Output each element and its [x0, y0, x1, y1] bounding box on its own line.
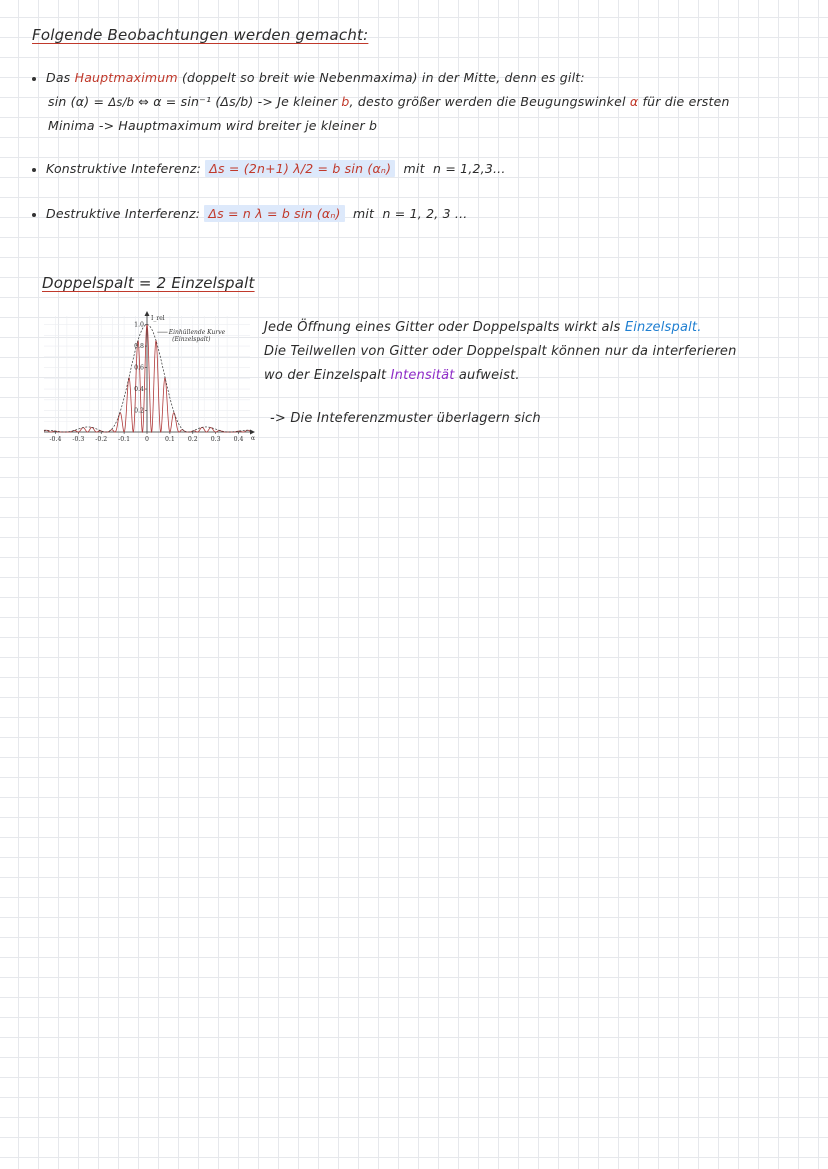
var-alpha: α	[629, 94, 639, 109]
formula-fraction: Δs/b	[108, 95, 135, 109]
y-tick-label: 0.4	[134, 386, 144, 394]
y-tick-label: 0.6	[134, 364, 144, 372]
bullet-konstruktiv	[32, 161, 506, 176]
x-tick-label: -0.4	[49, 436, 62, 443]
term-hauptmaximum: Hauptmaximum	[74, 70, 178, 85]
x-tick-label: 0.4	[233, 436, 244, 443]
n-values: n = 1, 2, 3 ...	[382, 206, 468, 221]
para-line-3	[264, 368, 520, 383]
annotation-line-1: Einhüllende Kurve	[168, 329, 226, 337]
bullet-hauptmaximum	[32, 70, 585, 85]
label: Konstruktive Inteferenz:	[46, 161, 202, 176]
text: wo der Einzelspalt	[264, 368, 387, 383]
formula-mid: ⇔ α = sin⁻¹ (Δs/b) -> Je kleiner	[138, 94, 338, 109]
text: (doppelt so breit wie Nebenmaxima) in der Mitte, denn es gilt:	[181, 70, 585, 85]
x-tick-label: 0.2	[187, 436, 198, 443]
formula-line	[48, 94, 730, 109]
text: Das	[46, 70, 71, 85]
bullet-dot	[32, 168, 36, 172]
bullet-dot	[32, 77, 36, 81]
heading-einzelspalt: = 2 Einzelspalt	[138, 274, 255, 292]
section-heading	[42, 274, 255, 292]
y-tick-label: 1.0	[134, 321, 144, 329]
para-line-2: Die Teilwellen von Gitter oder Doppelspalt können nur da interferieren	[264, 344, 737, 359]
y-axis-label: I_rel	[151, 315, 165, 322]
term-einzelspalt: Einzelspalt.	[624, 320, 702, 335]
y-axis-arrow	[145, 311, 150, 316]
var-b: b	[341, 94, 350, 109]
formula-lhs: sin (α) =	[48, 94, 105, 109]
y-tick-label: 0.8	[134, 343, 144, 351]
formula-post: , desto größer werden die Beugungswinkel	[349, 94, 626, 109]
annotation-line-2: (Einzelspalt)	[172, 336, 211, 344]
x-tick-label: 0	[145, 436, 149, 443]
heading-doppelspalt: Doppelspalt	[42, 274, 134, 292]
x-axis-label: α	[251, 435, 256, 442]
bullet-line3: Minima -> Hauptmaximum wird breiter je kleiner b	[48, 118, 378, 133]
x-tick-label: -0.1	[118, 436, 131, 443]
page-title: Folgende Beobachtungen werden gemacht:	[32, 26, 369, 44]
x-tick-label: -0.2	[95, 436, 108, 443]
mit: mit	[403, 161, 425, 176]
para-line-4: -> Die Inteferenzmuster überlagern sich	[270, 411, 541, 426]
formula-end: für die ersten	[642, 94, 730, 109]
formula-konstruktiv: Δs = (2n+1) λ/2 = b sin (αₙ)	[205, 160, 395, 177]
bullet-dot	[32, 213, 36, 217]
formula-destruktiv: Δs = n λ = b sin (αₙ)	[204, 205, 344, 222]
text: Jede Öffnung eines Gitter oder Doppelspalts wirkt als	[264, 320, 621, 335]
y-tick-label: 0.2	[134, 407, 144, 415]
x-tick-label: 0.3	[210, 436, 221, 443]
interference-chart	[38, 308, 260, 446]
bullet-destruktiv	[32, 206, 467, 221]
x-tick-label: -0.3	[72, 436, 85, 443]
x-axis-arrow	[250, 430, 255, 435]
label: Destruktive Interferenz:	[46, 206, 201, 221]
term-intensitaet: Intensität	[390, 368, 455, 383]
para-line-1	[264, 320, 702, 335]
n-values: n = 1,2,3...	[433, 161, 506, 176]
x-tick-label: 0.1	[164, 436, 175, 443]
mit: mit	[352, 206, 375, 221]
text: aufweist.	[458, 368, 520, 383]
